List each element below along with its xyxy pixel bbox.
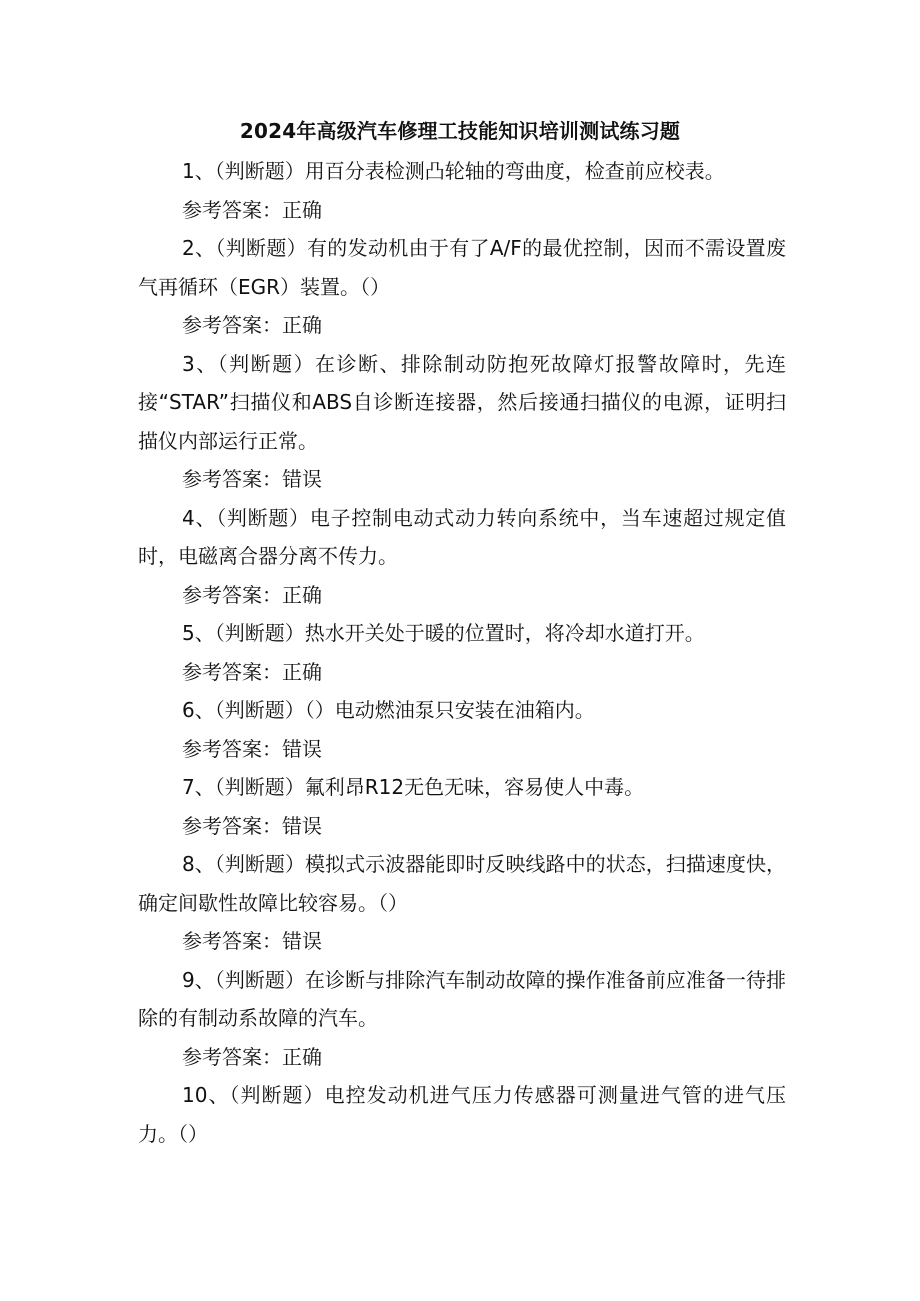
question-1: 1、（判断题）用百分表检测凸轮轴的弯曲度，检查前应校表。	[182, 159, 725, 183]
answer-8: 参考答案：错误	[182, 929, 322, 953]
document-body	[138, 152, 786, 1153]
answer-9: 参考答案：正确	[182, 1044, 322, 1069]
question-6: 6、（判断题）（）电动燃油泵只安装在油箱内。	[182, 698, 595, 722]
answer-4: 参考答案：正确	[182, 582, 322, 607]
question-5: 5、（判断题）热水开关处于暖的位置时，将冷却水道打开。	[182, 621, 705, 645]
question-9: 9、（判断题）在诊断与排除汽车制动故障的操作准备前应准备一待排除的有制动系故障的汽车。	[138, 967, 786, 1030]
answer-5: 参考答案：正确	[182, 659, 322, 684]
answer-1: 参考答案：正确	[182, 197, 322, 222]
answer-2: 参考答案：正确	[182, 313, 322, 337]
answer-7: 参考答案：错误	[182, 813, 322, 838]
question-7: 7、（判断题）氟利昂R12无色无味，容易使人中毒。	[182, 775, 645, 799]
question-3: 3、（判断题）在诊断、排除制动防抱死故障灯报警故障时，先连接“STAR”扫描仪和ABS自诊断连接器，然后接通扫描仪的电源，证明扫描仪内部运行正常。	[138, 351, 786, 453]
question-10: 10、（判断题）电控发动机进气压力传感器可测量进气管的进气压力。（）	[138, 1083, 786, 1146]
question-8: 8、（判断题）模拟式示波器能即时反映线路中的状态，扫描速度快，确定间歇性故障比较容易。（）	[138, 852, 786, 915]
question-2: 2、（判断题）有的发动机由于有了A/F的最优控制，因而不需设置废气再循环（EGR）装置。（）	[138, 236, 786, 299]
answer-3: 参考答案：错误	[182, 467, 322, 491]
answer-6: 参考答案：错误	[182, 736, 322, 761]
question-4: 4、（判断题）电子控制电动式动力转向系统中，当车速超过规定值时，电磁离合器分离不传力。	[138, 505, 786, 568]
document-title: 2024年高级汽车修理工技能知识培训测试练习题	[239, 119, 681, 143]
